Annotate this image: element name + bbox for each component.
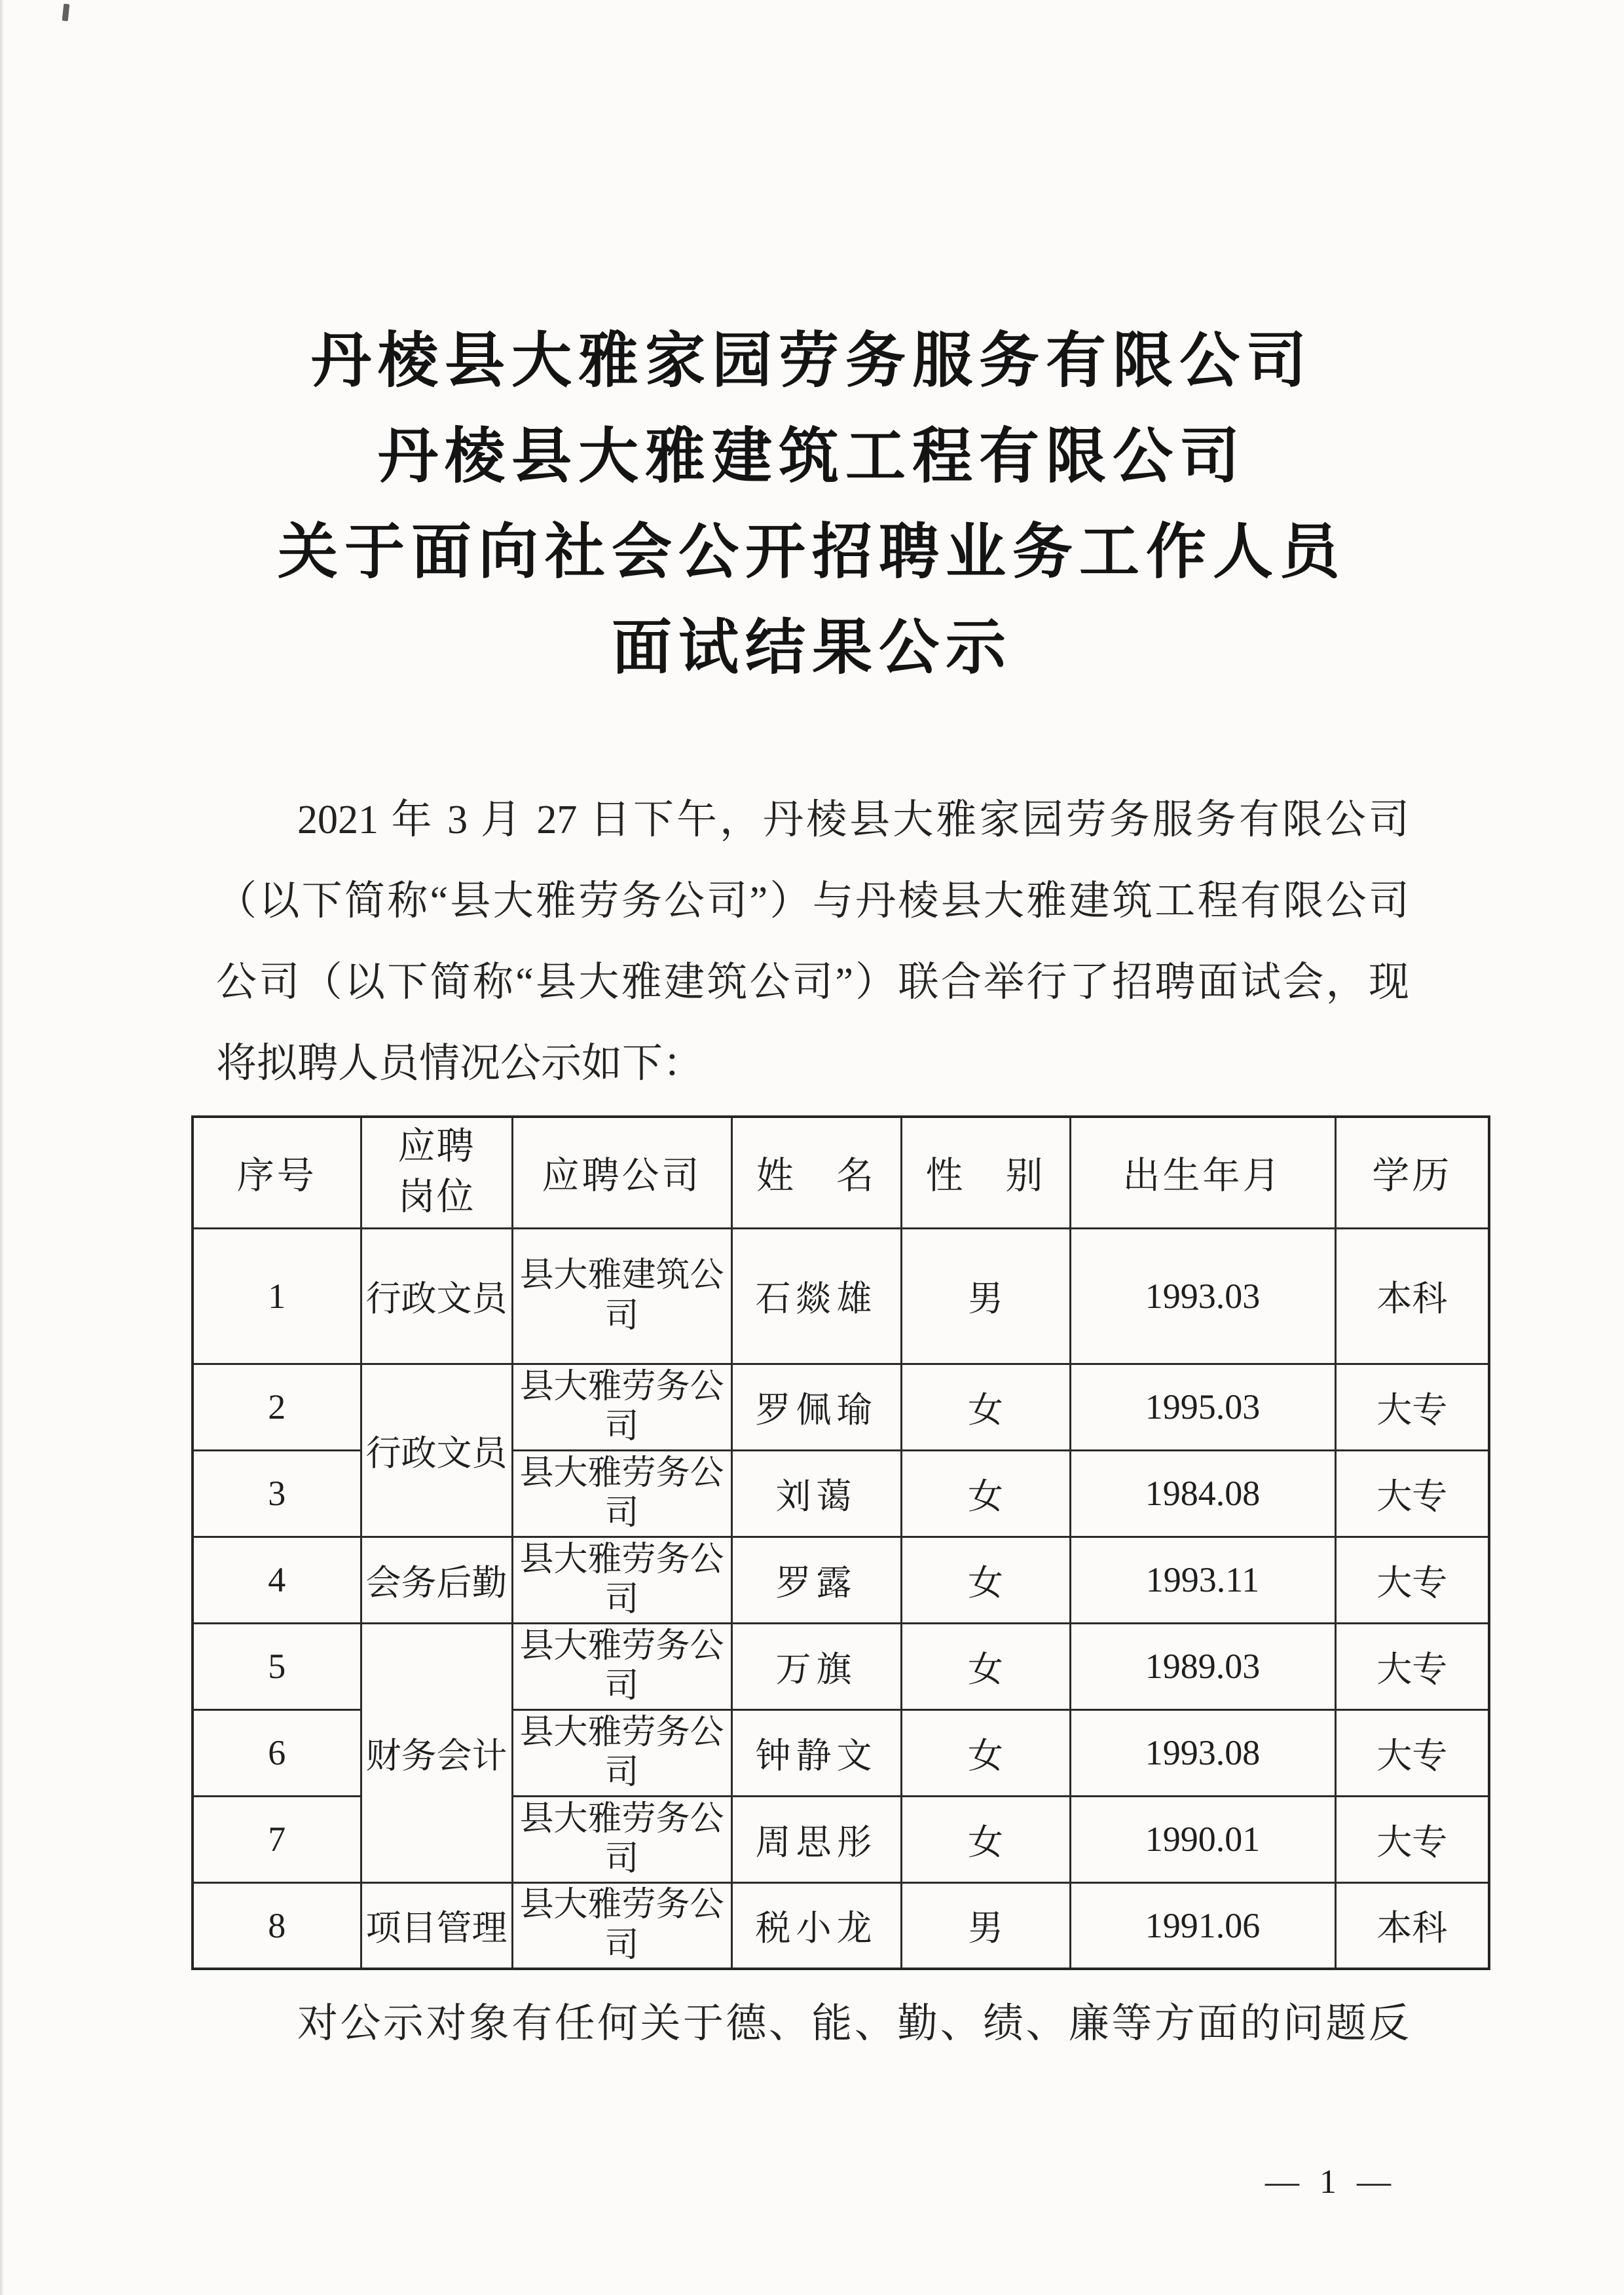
cell-name: 万旗	[731, 1623, 901, 1709]
cell-no: 6	[193, 1709, 361, 1796]
cell-name: 税小龙	[731, 1882, 901, 1969]
cell-company	[512, 1709, 731, 1796]
cell-position: 会务后勤	[361, 1537, 512, 1623]
cell-birth: 1991.06	[1070, 1882, 1335, 1969]
cell-gender: 女	[901, 1709, 1070, 1796]
cell-company	[512, 1450, 731, 1537]
cell-no: 3	[193, 1450, 361, 1537]
paragraph-line: 公司（以下简称“县大雅建筑公司”）联合举行了招聘面试会，现	[216, 960, 1409, 1005]
title-line-4: 面试结果公示	[611, 614, 1012, 681]
cell-no: 5	[193, 1623, 361, 1709]
cell-company-text: 县大雅劳务公司	[519, 1886, 724, 1964]
cell-birth: 1990.01	[1070, 1796, 1335, 1882]
header-education: 学历	[1335, 1117, 1489, 1228]
cell-education: 大专	[1335, 1796, 1489, 1882]
cell-birth: 1993.03	[1070, 1228, 1335, 1364]
cell-name: 石燚雄	[731, 1228, 901, 1364]
cell-no: 1	[193, 1228, 361, 1364]
cell-company	[512, 1228, 731, 1364]
cell-gender: 女	[901, 1796, 1070, 1882]
cell-education: 大专	[1335, 1537, 1489, 1623]
table-row	[193, 1623, 1489, 1709]
cell-name: 钟静文	[731, 1709, 901, 1796]
cell-company-text: 县大雅劳务公司	[519, 1540, 724, 1618]
cell-name: 罗佩瑜	[731, 1364, 901, 1450]
table-header-row	[193, 1117, 1489, 1228]
cell-company-text: 县大雅劳务公司	[519, 1800, 724, 1878]
cell-no: 7	[193, 1796, 361, 1882]
cell-gender: 女	[901, 1364, 1070, 1450]
header-gender: 性 别	[901, 1117, 1070, 1228]
title-line-1: 丹棱县大雅家园劳务服务有限公司	[310, 327, 1313, 394]
cell-birth: 1993.11	[1070, 1537, 1335, 1623]
cell-birth: 1995.03	[1070, 1364, 1335, 1450]
cell-company	[512, 1537, 731, 1623]
table-row	[193, 1228, 1489, 1364]
cell-company	[512, 1623, 731, 1709]
paragraph-line: 2021 年 3 月 27 日下午，丹棱县大雅家园劳务服务有限公司	[297, 798, 1409, 842]
cell-position-merged: 财务会计	[361, 1623, 512, 1882]
cell-gender: 女	[901, 1537, 1070, 1623]
cell-gender: 女	[901, 1450, 1070, 1537]
cell-company-text: 县大雅劳务公司	[519, 1454, 724, 1532]
cell-company-text: 县大雅劳务公司	[519, 1627, 724, 1705]
paragraph-line: 将拟聘人员情况公示如下：	[216, 1041, 704, 1086]
page-number: — 1 —	[1265, 2163, 1391, 2201]
cell-position: 行政文员	[361, 1228, 512, 1364]
header-position	[361, 1117, 512, 1228]
cell-birth: 1993.08	[1070, 1709, 1335, 1796]
header-birth: 出生年月	[1070, 1117, 1335, 1228]
table-row	[193, 1364, 1489, 1450]
cell-company	[512, 1364, 731, 1450]
cell-gender: 女	[901, 1623, 1070, 1709]
cell-company	[512, 1882, 731, 1969]
header-position-label: 应聘岗位	[397, 1126, 475, 1218]
cell-company-text: 县大雅劳务公司	[519, 1713, 724, 1791]
cell-education: 本科	[1335, 1228, 1489, 1364]
cell-birth: 1989.03	[1070, 1623, 1335, 1709]
interview-results-table	[191, 1115, 1490, 1970]
cell-no: 8	[193, 1882, 361, 1969]
cell-birth: 1984.08	[1070, 1450, 1335, 1537]
cell-education: 大专	[1335, 1623, 1489, 1709]
paragraph-line: （以下简称“县大雅劳务公司”）与丹棱县大雅建筑工程有限公司	[216, 879, 1409, 924]
cell-company-text: 县大雅建筑公司	[519, 1257, 724, 1335]
closing-paragraph: 对公示对象有任何关于德、能、勤、绩、廉等方面的问题反	[297, 2002, 1409, 2046]
cell-education: 大专	[1335, 1450, 1489, 1537]
cell-company	[512, 1796, 731, 1882]
document-title	[0, 313, 1624, 696]
title-line-2: 丹棱县大雅建筑工程有限公司	[377, 423, 1246, 490]
cell-company-text: 县大雅劳务公司	[519, 1368, 724, 1446]
table-row	[193, 1537, 1489, 1623]
header-no: 序号	[193, 1117, 361, 1228]
cell-education: 本科	[1335, 1882, 1489, 1969]
cell-name: 罗露	[731, 1537, 901, 1623]
cell-no: 4	[193, 1537, 361, 1623]
title-line-3: 关于面向社会公开招聘业务工作人员	[277, 519, 1346, 586]
cell-no: 2	[193, 1364, 361, 1450]
header-name: 姓 名	[731, 1117, 901, 1228]
cell-gender: 男	[901, 1882, 1070, 1969]
cell-education: 大专	[1335, 1364, 1489, 1450]
header-company: 应聘公司	[512, 1117, 731, 1228]
intro-paragraph	[216, 779, 1409, 1104]
cell-position: 项目管理	[361, 1882, 512, 1969]
cell-position-merged: 行政文员	[361, 1364, 512, 1537]
cell-name: 周思彤	[731, 1796, 901, 1882]
scan-artifact	[62, 4, 70, 22]
cell-name: 刘蔼	[731, 1450, 901, 1537]
cell-gender: 男	[901, 1228, 1070, 1364]
table-row	[193, 1882, 1489, 1969]
cell-education: 大专	[1335, 1709, 1489, 1796]
